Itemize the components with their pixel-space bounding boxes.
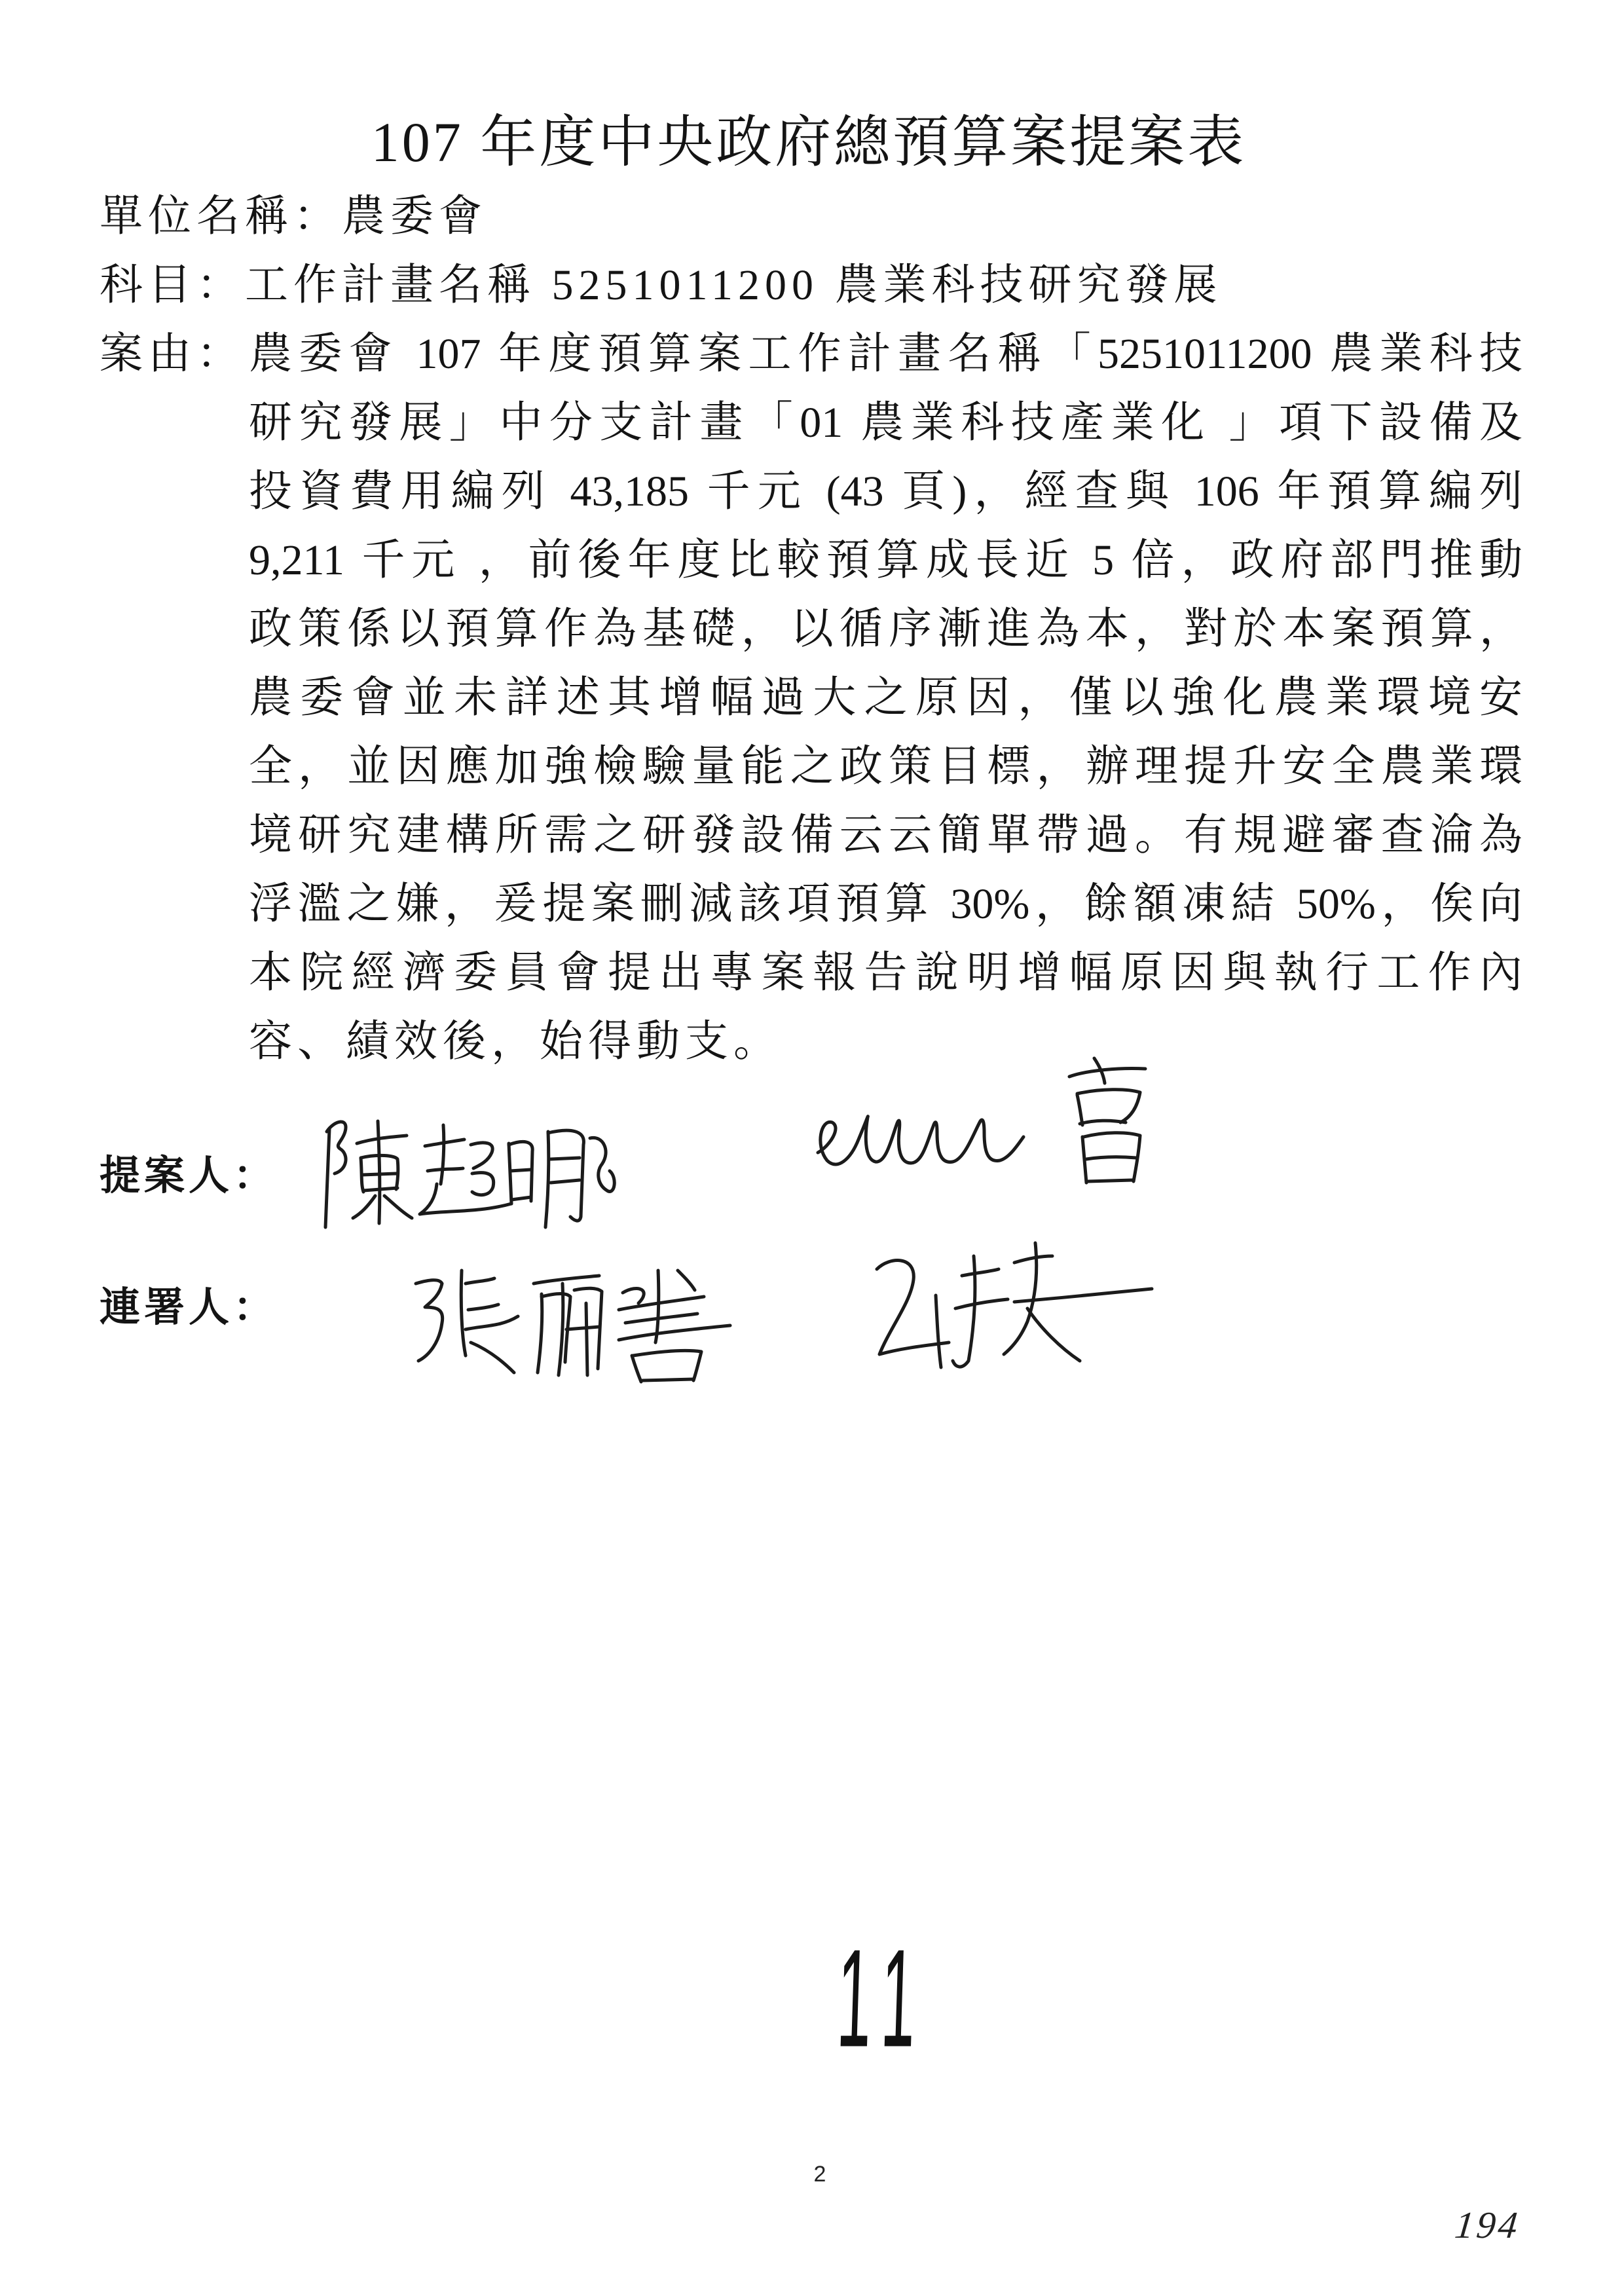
proposer-signature [315,1105,623,1230]
reason-line: 投資費用編列 43,185 千元 (43 頁)，經查與 106 年預算編列 [249,468,1522,515]
signature-strokes [877,1243,1152,1367]
cosigner-signature [403,1244,732,1384]
signature-strokes [416,1270,730,1382]
subject-row [100,251,1522,320]
unit-row [100,182,1522,251]
reason-line: 本院經濟委員會提出專案報告說明增幅原因與執行工作內 [249,949,1522,997]
cosigner-label: 連署人： [100,1285,278,1330]
subject-value: 工作計畫名稱 5251011200 農業科技研究發展 [245,261,1223,309]
form-body [100,182,1522,1076]
reason-line: 全，並因應加強檢驗量能之政策目標，辦理提升安全農業環 [249,743,1522,790]
unit-label: 單位名稱： [100,193,342,240]
reason-line: 9,211 千元 ，前後年度比較預算成長近 5 倍，政府部門推動 [249,536,1522,584]
handwritten-page-mark: 194 [1452,2204,1522,2246]
handwritten-number: 11 [835,1921,932,2077]
signature-strokes [325,1121,614,1227]
reason-line: 境研究建構所需之研發設備云云簡單帶過。有規避審查淪為 [249,811,1522,859]
page-number: 2 [813,2162,826,2187]
cosigner-signature [864,1230,1156,1377]
unit-value: 農委會 [342,193,487,240]
reason-line: 政策係以預算作為基礎，以循序漸進為本，對於本案預算， [249,605,1522,653]
reason-line: 農委會並未詳述其增幅過大之原因，僅以強化農業環境安 [249,674,1522,722]
reason-line: 研究發展」中分支計畫「01 農業科技產業化 」項下設備及 [249,399,1522,447]
signature-strokes [818,1058,1145,1183]
reason-line: 浮濫之嫌，爰提案刪減該項預算 30%，餘額凍結 50%，俟向 [249,880,1522,928]
proposer-label: 提案人： [100,1153,278,1198]
reason-line: 容、績效後，始得動支。 [249,1018,782,1065]
reason-line: 農委會 107 年度預算案工作計畫名稱「5251011200 農業科技 [249,330,1522,378]
proposer-signature [813,1054,1156,1186]
document-title: 107 年度中央政府總預算案提案表 [371,111,1247,174]
reason-text [249,320,1522,1076]
reason-label: 案由： [100,330,245,378]
reason-section [100,320,1522,1076]
subject-label: 科目： [100,261,245,309]
